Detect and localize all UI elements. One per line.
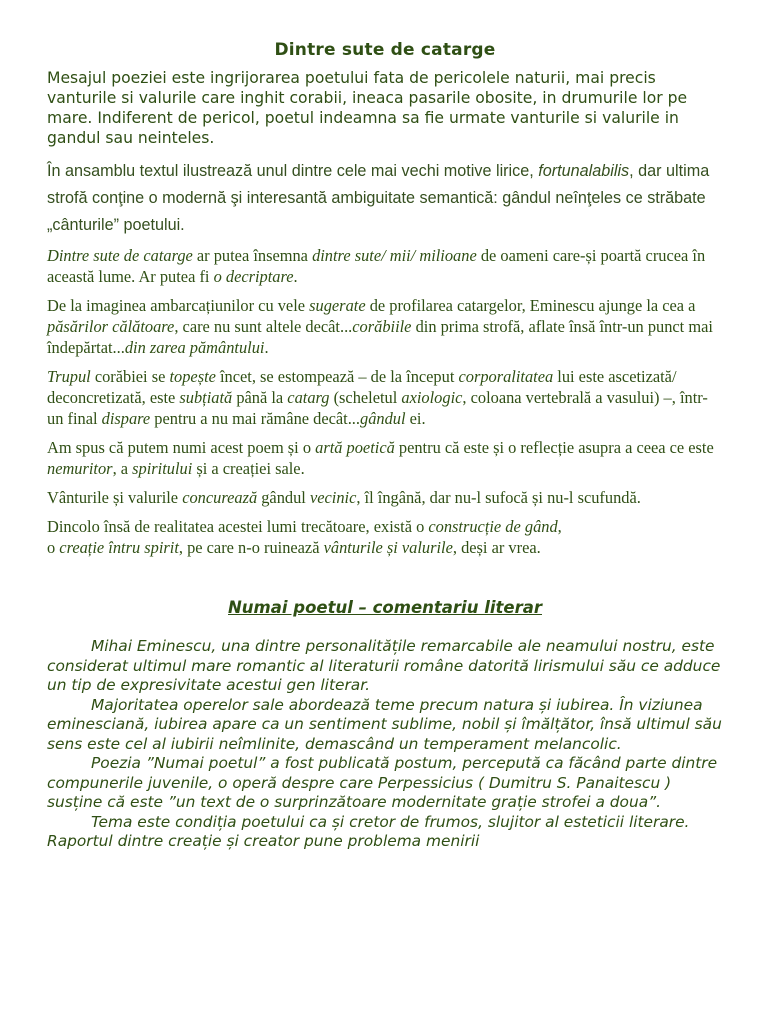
text-run: , dar ultima strofă conţine o modernă şi interesantă ambiguitate semantică: gândul neînţeles ce străbate „cânturile” poetului.	[47, 162, 710, 234]
text-run: încet, se estompează – de la început	[215, 367, 459, 386]
text-run: ei.	[405, 409, 426, 428]
text-run: gândul	[257, 488, 310, 507]
paragraph-message: Mesajul poeziei este ingrijorarea poetului fata de pericolele naturii, mai precis vanturile si valurile care inghit corabii, ineaca pasarile obosite, in drumurile lor pe mare. Indiferent de pericol, poetul indeamna sa fie urmate vanturile si valurile in gandul sau neinteles.	[47, 69, 688, 147]
text-run: În ansamblu textul ilustrează unul dintre cele mai vechi motive lirice,	[47, 162, 539, 180]
text-run: Dincolo însă de realitatea acestei lumi trecătoare, există o	[47, 517, 429, 536]
text-run: de oameni care-și poartă crucea în această lume. Ar putea fi	[47, 246, 706, 286]
commentary-paragraph: Poezia ”Numai poetul” a fost publicată postum, percepută ca făcând parte dintre compunerile juvenile, o operă despre care Perpessicius ( Dumitru S. Panaitescu ) susține că este ”un text de o surprinzătoare modernitate grație strofei a doua”.	[47, 754, 718, 811]
text-run: , îl îngână, dar nu-l sufocă și nu-l scufundă.	[356, 488, 641, 507]
text-run-italic: corporalitatea	[458, 367, 554, 386]
text-run-italic: artă poetică	[315, 438, 395, 457]
text-run-italic: concurează	[182, 488, 258, 507]
text-run: ,	[557, 517, 562, 536]
text-run-italic: nemuritor	[47, 459, 113, 478]
text-run-italic: Trupul	[47, 367, 91, 386]
text-run: , deși ar vrea.	[452, 538, 541, 557]
text-run-italic: păsărilor călătoare	[47, 317, 175, 336]
paragraph-interpretation	[47, 245, 723, 287]
commentary-paragraph: Mihai Eminescu, una dintre personalitățile remarcabile ale neamului nostru, este considerat ultimul mare romantic al literaturii române datorită lirismului său ce adduce un tip de expresivitate acestui gen literar.	[47, 637, 721, 694]
text-run: și a creației sale.	[192, 459, 305, 478]
text-run-italic: topește	[169, 367, 216, 386]
section-title: Dintre sute de catarge	[274, 40, 496, 60]
text-run-italic: axiologic	[401, 388, 463, 407]
text-run-italic: din zarea pământului	[124, 338, 265, 357]
text-run: pentru a nu mai rămâne decât...	[150, 409, 361, 428]
text-run-italic: fortunalabilis	[538, 162, 630, 180]
document-page	[47, 40, 723, 852]
text-run: .	[293, 267, 298, 286]
text-run-italic: gândul	[360, 409, 406, 428]
paragraph-winds-waves	[47, 487, 723, 508]
section-title-commentary: Numai poetul – comentariu literar	[228, 598, 542, 617]
text-run-italic: spiritului	[132, 459, 193, 478]
text-run-italic: o decriptare	[213, 267, 294, 286]
commentary-paragraph: Majoritatea operelor sale abordează teme precum natura și iubirea. În viziunea eminesciană, iubirea apare ca un sentiment sublime, nobil și îmălțător, însă ultimul său sens este cel al iubirii neîmlinite, demascând un temperament melancolic.	[47, 695, 722, 753]
text-run: , care nu sunt altele decât...	[174, 317, 353, 336]
paragraph-beyond-reality	[47, 516, 723, 558]
text-run-italic: Dintre sute de catarge	[47, 246, 193, 265]
commentary-paragraph: Tema este condiția poetului ca și cretor de frumos, slujitor al esteticii literare. Raportul dintre creație și creator pune problema menirii	[47, 812, 690, 850]
text-run: .	[264, 338, 269, 357]
paragraph-imagery	[47, 295, 723, 358]
text-run-italic: vecinic	[309, 488, 357, 507]
text-run: până la	[232, 388, 288, 407]
text-run: , a	[112, 459, 133, 478]
text-run: Am spus că putem numi acest poem și o	[47, 438, 316, 457]
text-run-italic: corăbiile	[352, 317, 412, 336]
text-run: De la imaginea ambarcațiunilor cu vele	[47, 296, 310, 315]
text-run-italic: vânturile și valurile	[323, 538, 453, 557]
text-run: corăbiei se	[90, 367, 170, 386]
text-run: , coloana vertebrală a vasului) –, într-un final	[47, 388, 708, 428]
text-run: din prima strofă, aflate însă într-un punct mai îndepărtat...	[47, 317, 713, 357]
text-run-italic: catarg	[287, 388, 330, 407]
text-run: ar putea însemna	[192, 246, 313, 265]
text-run: (scheletul	[329, 388, 402, 407]
text-run: Vânturile și valurile	[47, 488, 183, 507]
text-run-italic: construcție de gând	[428, 517, 558, 536]
text-run: , pe care n-o ruinează	[178, 538, 324, 557]
text-run-italic: dintre sute/ mii/ milioane	[312, 246, 477, 265]
paragraph-body-of-ship	[47, 366, 723, 429]
text-run: de profilarea catargelor, Eminescu ajunge la cea a	[365, 296, 696, 315]
text-run-italic: sugerate	[309, 296, 366, 315]
text-run-italic: dispare	[101, 409, 151, 428]
text-run-italic: subțiată	[179, 388, 233, 407]
text-run: o	[47, 538, 60, 557]
paragraph-overview	[47, 158, 723, 239]
text-run: lui este ascetizată/ deconcretizată, este	[47, 367, 677, 407]
text-run: pentru că este și o reflecție asupra a ceea ce este	[394, 438, 714, 457]
text-run-italic: creație întru spirit	[59, 538, 179, 557]
paragraph-ars-poetica	[47, 437, 723, 479]
